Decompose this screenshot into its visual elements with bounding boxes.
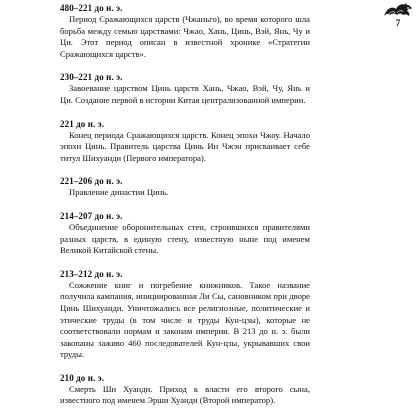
entry-text: Сожжение книг и погребение книжников. Такое название получила кампания, инициированная Ли Сы, сановником при дворе Цинь Шихуанди. Уничтожались все религиозные, политические и этические труды (в том числе и труды Кун-цзы), которые не соответствовали нормам и законам империи. В 213 до н. э. были закопаны заживо 460 последователей Кун-цзы, укрывавших свои труды.	[60, 279, 310, 360]
entry-date: 214–207 до н. э.	[60, 210, 123, 221]
entry-date: 221 до н. э.	[60, 118, 105, 129]
entry-text: Правление династии Цинь.	[69, 187, 169, 198]
chronology-entry	[60, 372, 310, 407]
entry-text: Завоевание царством Цинь царств Хань, Чжао, Вэй, Чу, Янь и Ци. Создание первой в истории Китая централизованной империи.	[60, 83, 310, 105]
chronology-list	[60, 2, 310, 418]
entry-date: 480–221 до н. э.	[60, 3, 123, 13]
chronology-entry	[60, 210, 310, 257]
entry-text: Конец периода Сражающихся царств. Конец эпохи Чжоу. Начало эпохи Цинь. Правитель царства Цинь Ин Чжэн присваивает себе титул Шихуанди (Первого императора).	[60, 129, 310, 163]
page-header-mark	[382, 2, 414, 28]
chronology-entry	[60, 118, 310, 165]
entry-date: 210 до н. э.	[60, 372, 105, 383]
entry-text: Период Сражающихся царств (Чжаньго), во время которого шла борьба между семью царствами: Чжао, Хань, Цинь, Вэй, Янь, Чу и Ци. Этот период описан в известной хронике «Стратегии Сражающихся царств».	[60, 14, 310, 59]
dragon-emblem-icon	[383, 2, 413, 18]
entry-date: 213–212 до н. э.	[60, 268, 123, 279]
page-number: 7	[395, 18, 401, 28]
entry-date: 230–221 до н. э.	[60, 72, 123, 83]
entry-text: Смерть Ши Хуанди. Приход к власти его второго сына, известного под именем Эрши Хуанди (Второй император).	[60, 383, 310, 406]
chronology-entry	[60, 175, 310, 199]
chronology-entry	[60, 268, 310, 361]
entry-date: 221–206 до н. э.	[60, 176, 123, 187]
chronology-entry	[60, 2, 310, 60]
chronology-entry	[60, 71, 310, 106]
entry-text: Объединение оборонительных стен, строившихся правителями разных царств, в единую стену, известную ныне под именем Великой Китайской стены.	[60, 221, 310, 256]
